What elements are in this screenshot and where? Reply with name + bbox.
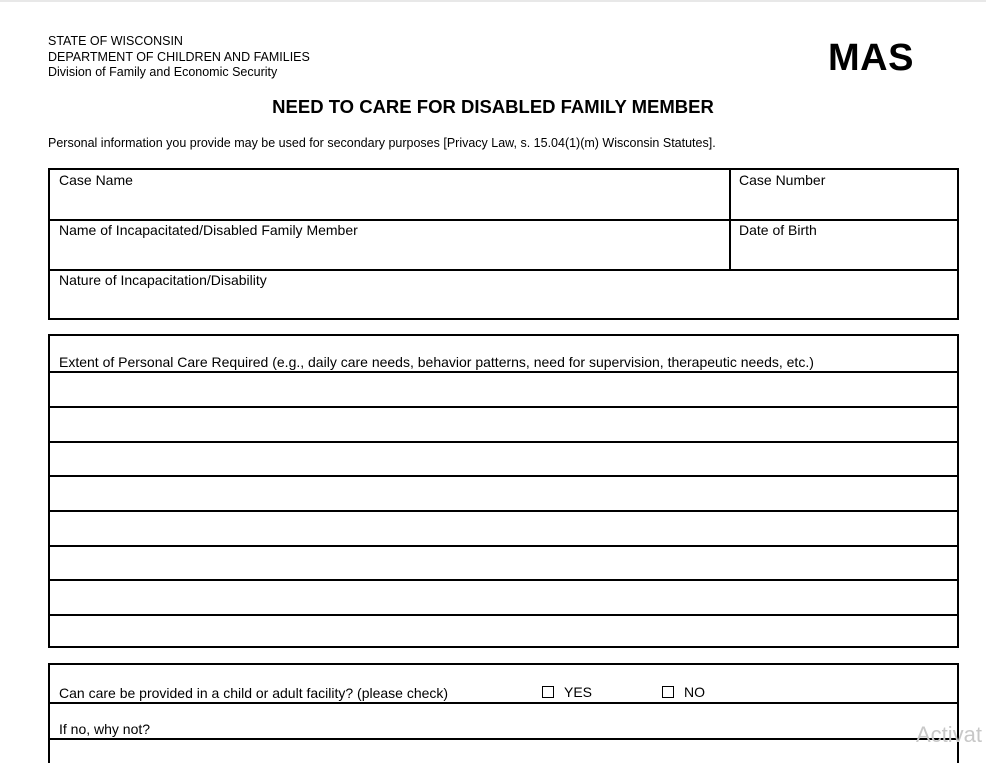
writing-line[interactable]	[50, 406, 957, 408]
privacy-notice: Personal information you provide may be used for secondary purposes [Privacy Law, s. 15.04(1)(m) Wisconsin Statutes].	[48, 136, 716, 150]
state-name: STATE OF WISCONSIN	[48, 34, 183, 48]
top-divider	[0, 0, 986, 2]
writing-line[interactable]	[50, 475, 957, 477]
why-not-label: If no, why not?	[59, 721, 151, 737]
extent-box	[48, 334, 959, 648]
facility-box	[48, 663, 959, 763]
no-label: NO	[684, 684, 705, 700]
case-number-field[interactable]	[730, 170, 957, 220]
date-of-birth-label: Date of Birth	[739, 222, 817, 238]
case-name-field[interactable]	[50, 170, 730, 220]
division-name: Division of Family and Economic Security	[48, 65, 278, 79]
extent-label: Extent of Personal Care Required (e.g., daily care needs, behavior patterns, need for supervision, therapeutic needs, etc.)	[59, 354, 814, 370]
row-divider	[50, 702, 957, 704]
writing-line[interactable]	[50, 738, 957, 740]
writing-line[interactable]	[50, 441, 957, 443]
yes-checkbox[interactable]	[542, 686, 554, 698]
no-checkbox[interactable]	[662, 686, 674, 698]
case-name-label: Case Name	[59, 172, 133, 188]
why-not-field[interactable]	[50, 719, 957, 739]
date-of-birth-field[interactable]	[730, 220, 957, 270]
row-divider	[50, 269, 957, 271]
member-name-field[interactable]	[50, 220, 730, 270]
activation-watermark: Activat	[916, 722, 983, 747]
writing-line[interactable]	[50, 371, 957, 373]
nature-label: Nature of Incapacitation/Disability	[59, 272, 267, 288]
case-number-label: Case Number	[739, 172, 826, 188]
yes-label: YES	[564, 684, 593, 700]
writing-line[interactable]	[50, 545, 957, 547]
form-title: NEED TO CARE FOR DISABLED FAMILY MEMBER	[272, 96, 714, 117]
form-code: MAS	[828, 37, 914, 79]
agency-header	[48, 34, 310, 81]
row-divider	[50, 219, 957, 221]
member-name-label: Name of Incapacitated/Disabled Family Member	[59, 222, 358, 238]
nature-field[interactable]	[50, 270, 957, 318]
writing-line[interactable]	[50, 510, 957, 512]
column-divider	[729, 170, 731, 270]
facility-question: Can care be provided in a child or adult facility? (please check)	[59, 685, 449, 701]
extent-label-row	[50, 352, 957, 372]
writing-line[interactable]	[50, 579, 957, 581]
writing-line[interactable]	[50, 614, 957, 616]
case-info-box	[48, 168, 959, 320]
department-name: DEPARTMENT OF CHILDREN AND FAMILIES	[48, 49, 310, 64]
facility-question-row	[50, 683, 650, 703]
